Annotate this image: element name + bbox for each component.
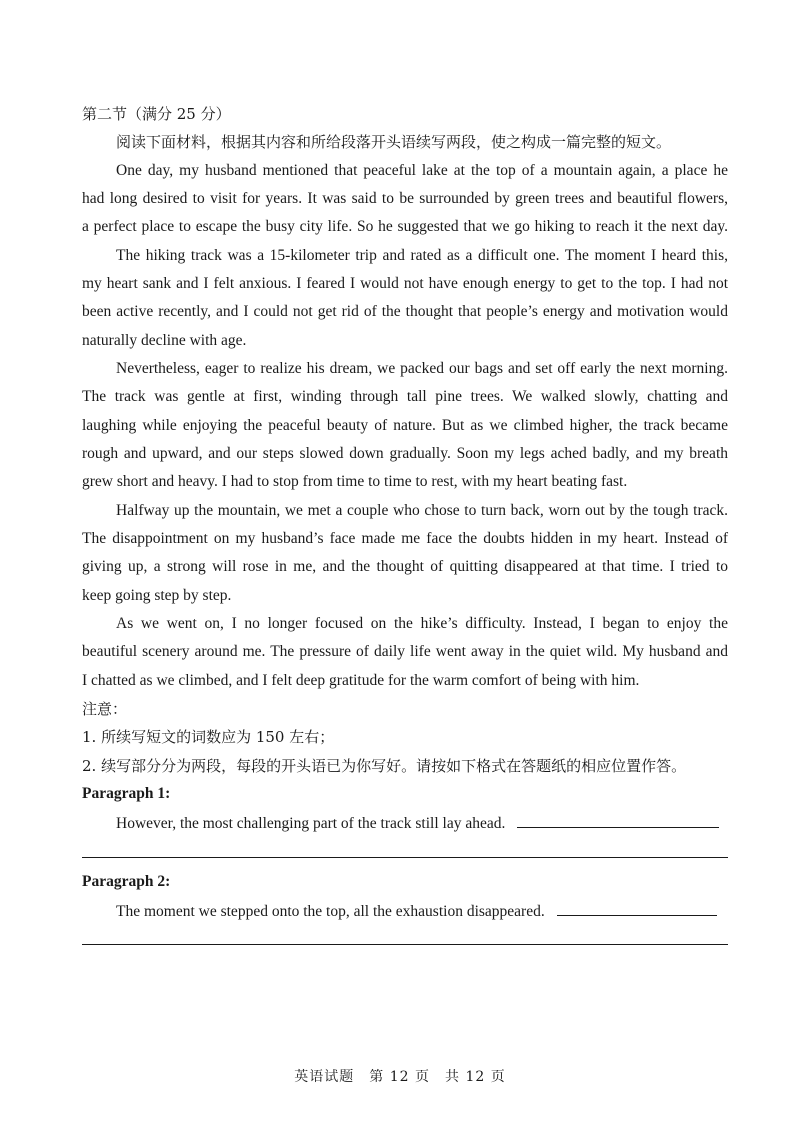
passage-line: grew short and heavy. I had to stop from time to time to rest, with my heart beating fast. (82, 473, 628, 490)
page-footer: 英语试题 第 12 页 共 12 页 (294, 1069, 506, 1085)
note-item: 2. 续写部分分为两段，每段的开头语已为你写好。请按如下格式在答题纸的相应位置作答。 (82, 757, 687, 775)
passage-line: my heart sank and I felt anxious. I feared I would not have enough energy to get to the top. I had not (82, 275, 728, 292)
section-heading: 第二节（满分 25 分） (82, 105, 231, 123)
passage-line: The track was gentle at first, winding through tall pine trees. We walked slowly, chatting and (82, 388, 728, 405)
note-item: 1. 所续写短文的词数应为 150 左右； (82, 728, 335, 746)
passage-line: Nevertheless, eager to realize his dream, we packed our bags and set off early the next morning. (116, 360, 728, 377)
passage-line: One day, my husband mentioned that peaceful lake at the top of a mountain again, a place he (116, 162, 728, 179)
passage-line: giving up, a strong will rose in me, and the thought of quitting disappeared at that time. I tried to (82, 558, 728, 575)
notes-heading: 注意： (82, 700, 128, 718)
passage-line: beautiful scenery around me. The pressure of daily life went away in the quiet wild. My husband and (82, 643, 728, 660)
passage-line: laughing while enjoying the peaceful beauty of nature. But as we climbed higher, the track became (82, 417, 728, 434)
passage-line: The hiking track was a 15-kilometer trip and rated as a difficult one. The moment I heard this, (116, 247, 728, 264)
passage-line: a perfect place to escape the busy city life. So he suggested that we go hiking to reach it the next day. (82, 218, 728, 235)
passage-line: The disappointment on my husband’s face made me face the doubts hidden in my heart. Instead of (82, 530, 728, 547)
paragraph2-opening: The moment we stepped onto the top, all the exhaustion disappeared. (116, 903, 545, 920)
passage-line: keep going step by step. (82, 587, 232, 604)
paragraph1-answer-line[interactable] (82, 857, 728, 858)
paragraph1-label: Paragraph 1: (82, 785, 171, 802)
paragraph2-label: Paragraph 2: (82, 873, 171, 890)
passage-line: rough and upward, and our steps slowed down gradually. Soon my legs ached badly, and my breath (82, 445, 728, 462)
paragraph2-opening-row (116, 901, 728, 922)
instruction-text: 阅读下面材料，根据其内容和所给段落开头语续写两段，使之构成一篇完整的短文。 (116, 133, 672, 151)
passage-line: been active recently, and I could not get rid of the thought that people’s energy and motivation would (82, 303, 728, 320)
passage-line: naturally decline with age. (82, 332, 247, 349)
passage-line: Halfway up the mountain, we met a couple who chose to turn back, worn out by the tough track. (116, 502, 728, 519)
paragraph2-answer-line[interactable] (82, 944, 728, 945)
paragraph1-opening: However, the most challenging part of the track still lay ahead. (116, 815, 506, 832)
passage-line: had long desired to visit for years. It was said to be surrounded by green trees and beautiful flowers, (82, 190, 728, 207)
passage-line: I chatted as we climbed, and I felt deep gratitude for the warm comfort of being with him. (82, 672, 640, 689)
passage-line: As we went on, I no longer focused on the hike’s difficulty. Instead, I began to enjoy the (116, 615, 728, 632)
paragraph1-opening-row (116, 813, 728, 834)
paragraph2-answer-blank[interactable] (557, 901, 717, 916)
paragraph1-answer-blank[interactable] (517, 813, 719, 828)
